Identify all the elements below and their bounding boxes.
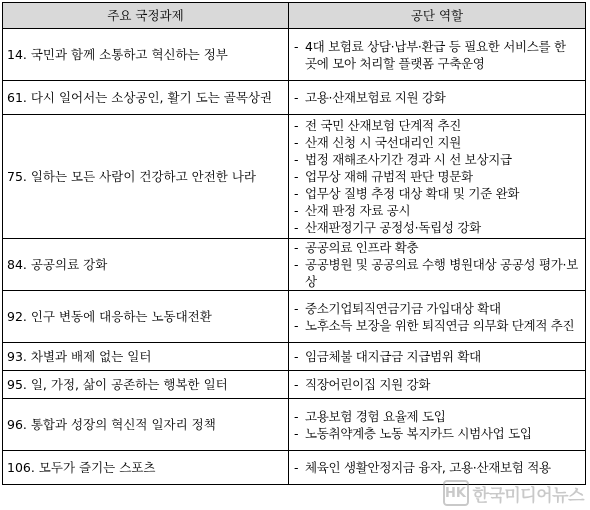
header-task: 주요 국정과제 [3,3,289,29]
role-list [293,300,581,334]
role-item: - 임금체불 대지급금 지급범위 확대 [293,348,581,365]
role-cell [289,115,586,239]
table-row [3,291,586,343]
role-list [293,459,581,476]
role-list [293,376,581,393]
task-cell: 96. 통합과 성장의 혁신적 일자리 정책 [3,399,289,451]
task-cell: 61. 다시 일어서는 소상공인, 활기 도는 골목상권 [3,81,289,115]
role-item: - 법정 재해조사기간 경과 시 선 보상지급 [293,151,581,168]
role-item: - 고용·산재보험료 지원 강화 [293,89,581,106]
table-row [3,239,586,291]
header-role: 공단 역할 [289,3,586,29]
role-item: - 체육인 생활안정지금 융자, 고용·산재보험 적용 [293,459,581,476]
role-cell [289,81,586,115]
role-cell [289,291,586,343]
task-cell: 84. 공공의료 강화 [3,239,289,291]
table-row [3,29,586,81]
role-item: - 업무상 재해 규범적 판단 명문화 [293,168,581,185]
role-cell [289,343,586,371]
role-item: - 산재 신청 시 국선대리인 지원 [293,134,581,151]
role-list [293,408,581,442]
header-row [3,3,586,29]
role-item: - 공공병원 및 공공의료 수행 병원대상 공공성 평가·보상 [293,256,581,290]
task-cell: 92. 인구 변동에 대응하는 노동대전환 [3,291,289,343]
task-cell: 106. 모두가 즐기는 스포츠 [3,451,289,485]
role-cell [289,451,586,485]
role-cell [289,399,586,451]
table-row [3,399,586,451]
role-cell [289,239,586,291]
role-item: - 산재 판정 자료 공시 [293,202,581,219]
role-list [293,348,581,365]
table-row [3,115,586,239]
watermark-logo-icon: HK [443,480,469,506]
role-cell [289,29,586,81]
table-row [3,451,586,485]
role-list [293,89,581,106]
table-row [3,371,586,399]
policy-table [2,2,586,485]
role-list [293,239,581,290]
role-item: - 중소기업퇴직연금기금 가입대상 확대 [293,300,581,317]
role-item: - 고용보험 경험 요율제 도입 [293,408,581,425]
table-body [3,29,586,485]
role-cell [289,371,586,399]
role-item: - 노후소득 보장을 위한 퇴직연금 의무화 단계적 추진 [293,317,581,334]
task-cell: 93. 차별과 배제 없는 일터 [3,343,289,371]
role-item: - 노동취약계층 노동 복지카드 시범사업 도입 [293,425,581,442]
role-item: - 산재판정기구 공정성·독립성 강화 [293,219,581,236]
task-cell: 75. 일하는 모든 사람이 건강하고 안전한 나라 [3,115,289,239]
table-row [3,81,586,115]
role-list [293,117,581,236]
role-item: - 4대 보험료 상담·납부·환급 등 필요한 서비스를 한 곳에 모아 처리할 플랫폼 구축운영 [293,38,581,72]
task-cell: 14. 국민과 함께 소통하고 혁신하는 정부 [3,29,289,81]
role-item: - 직장어린이집 지원 강화 [293,376,581,393]
role-list [293,38,581,72]
table-row [3,343,586,371]
role-item: - 업무상 질병 추정 대상 확대 및 기준 완화 [293,185,581,202]
task-cell: 95. 일, 가정, 삶이 공존하는 행복한 일터 [3,371,289,399]
role-item: - 전 국민 산재보험 단계적 추진 [293,117,581,134]
watermark-text: 한국미디어뉴스 [472,485,584,506]
role-item: - 공공의료 인프라 확충 [293,239,581,256]
